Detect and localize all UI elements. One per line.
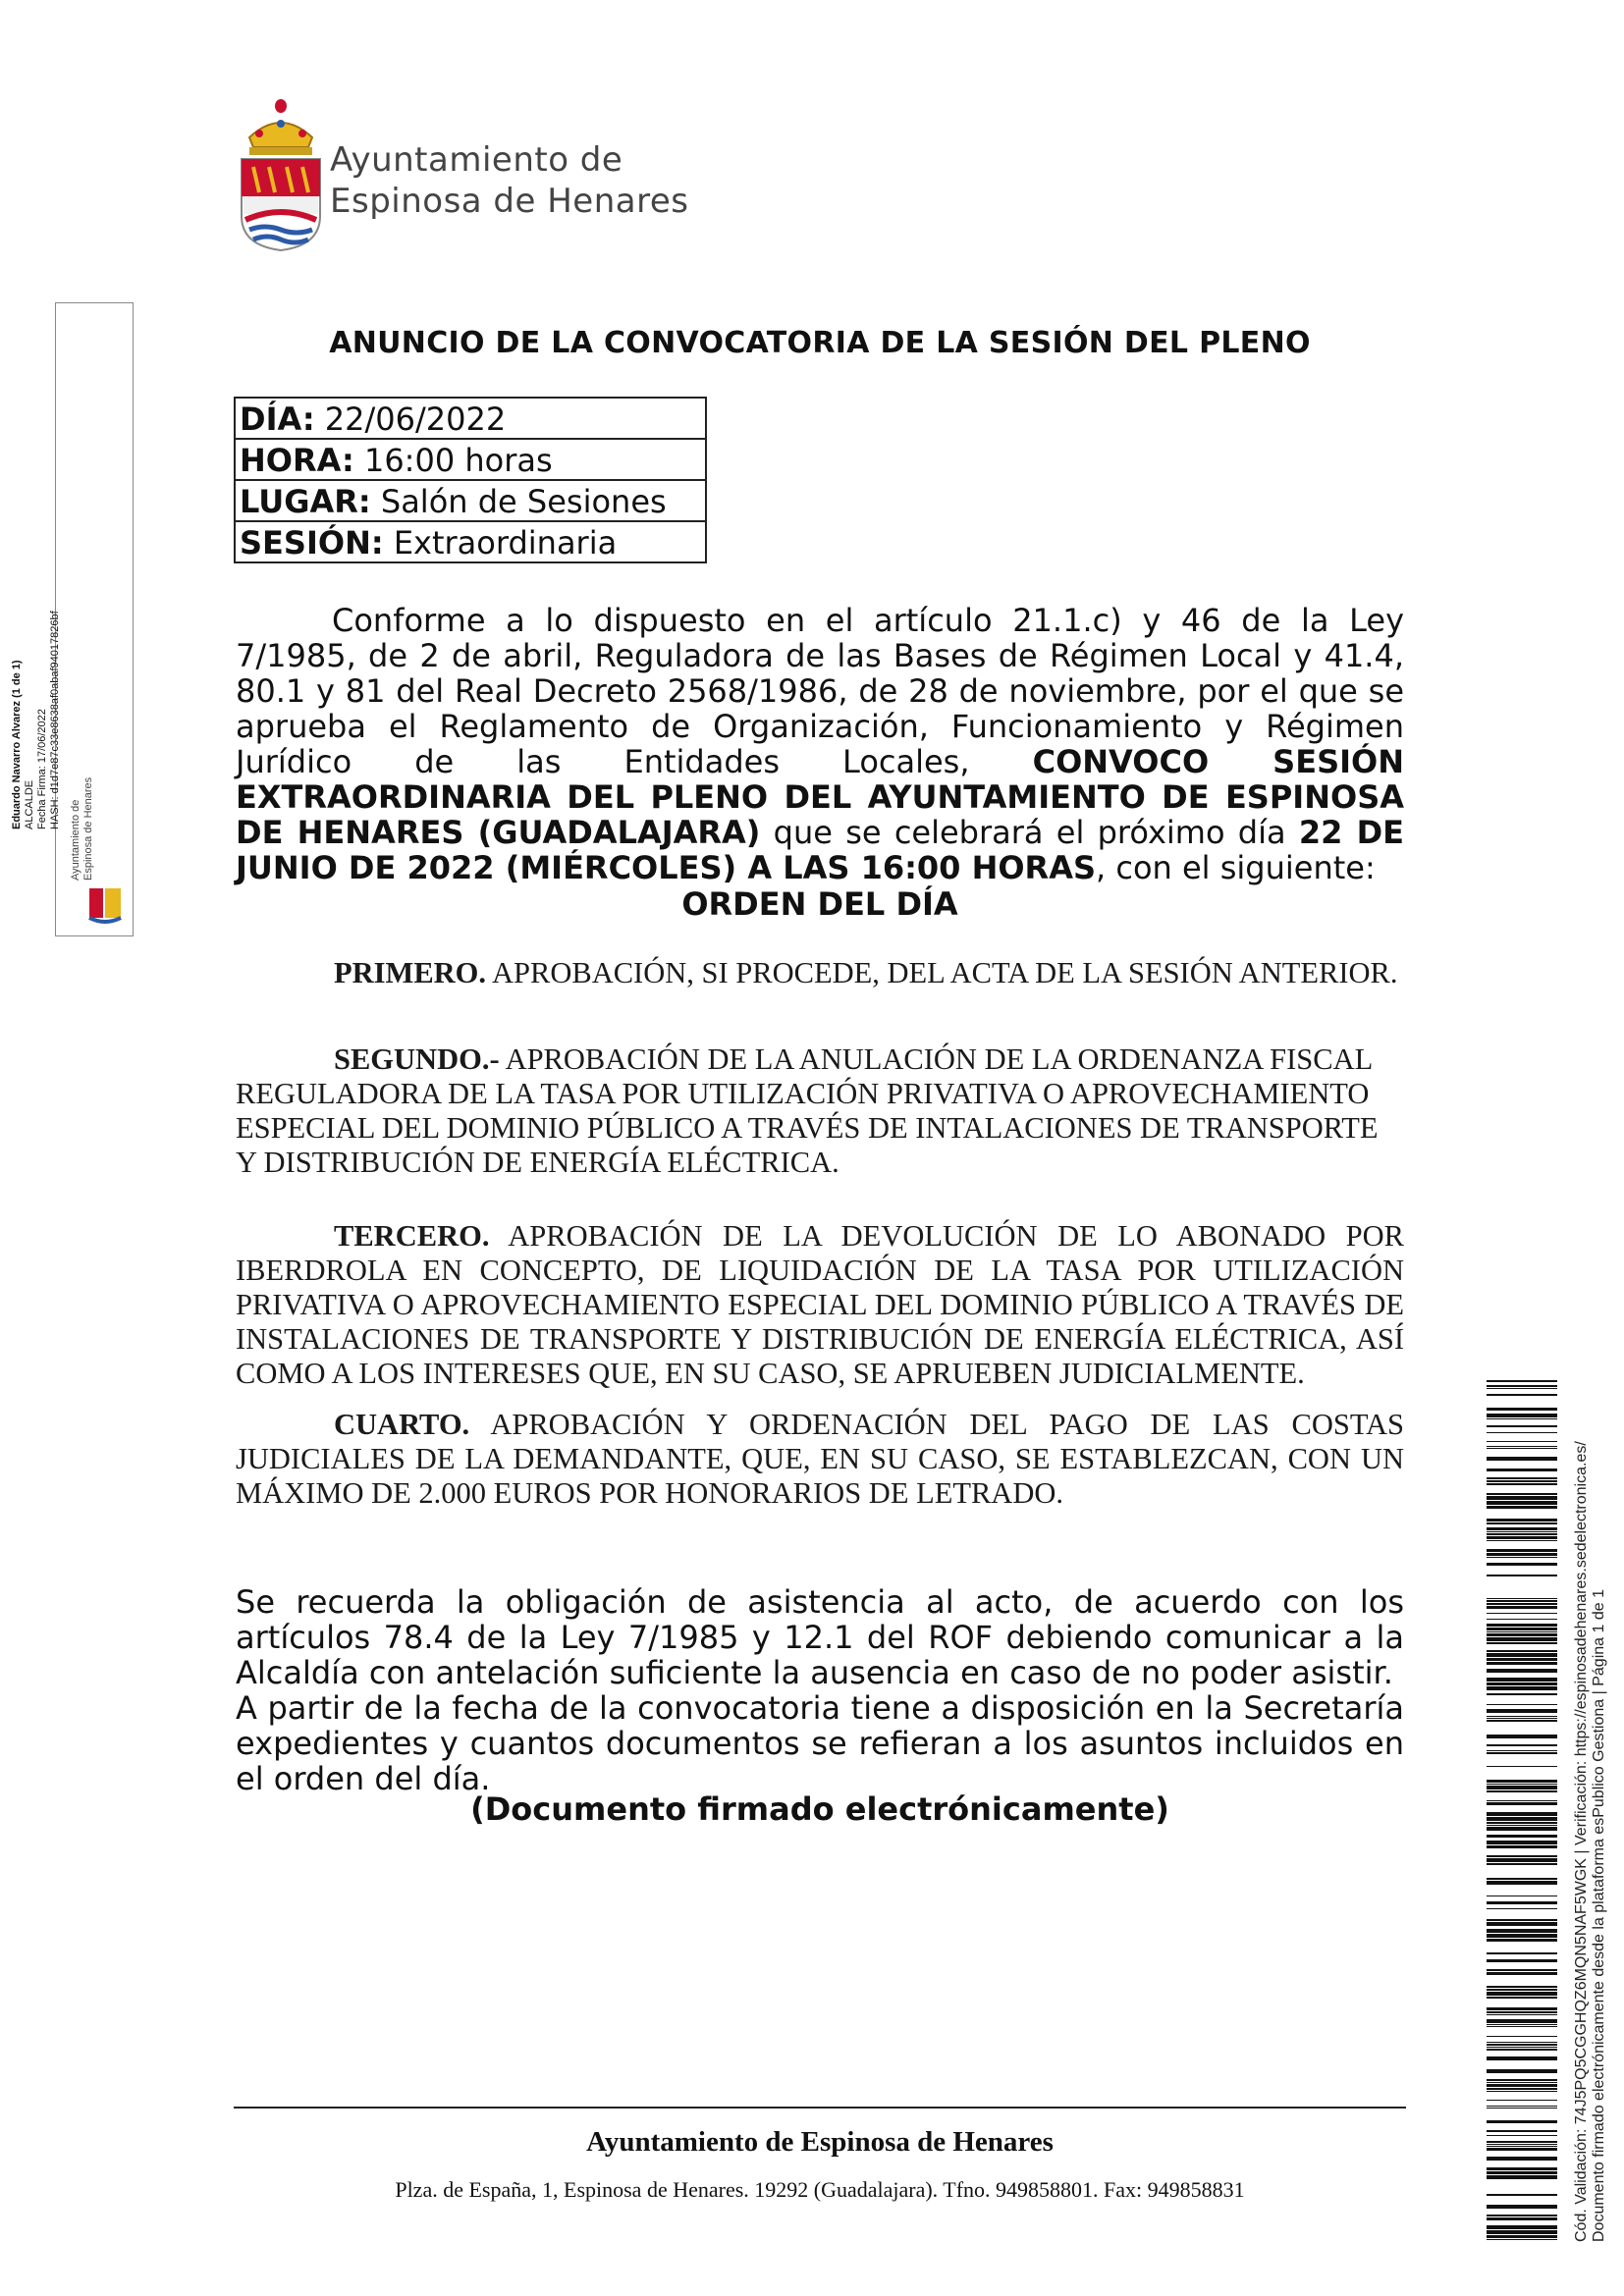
agenda-item (236, 956, 1404, 990)
lugar-label: LUGAR: (240, 482, 371, 520)
footer-address: Plza. de España, 1, Espinosa de Henares. 19292 (Guadalajara). Tfno. 949858801. Fax: 949858831 (395, 2177, 1245, 2202)
footer-divider (234, 2107, 1406, 2109)
hora-value: 16:00 horas (353, 441, 553, 479)
dia-value: 22/06/2022 (314, 400, 507, 438)
info-row-sesion (235, 521, 706, 562)
verification-line1: Cód. Validación: 74J5PQ5CGGHQZ6MQN5NAF5WGK | Verificación: https://espinosadehenares.sedelectronica.es/ (1573, 1441, 1590, 2242)
signature-date: Fecha Firma: 17/06/2022 (36, 709, 48, 829)
intro-text-1: Conforme a lo dispuesto en el artículo 21.1.c) y 46 de la Ley 7/1985, de 2 de abril, Reguladora de las Bases de Régimen Local y 41.4, 80.1 y 81 del Real Decreto 2568/1986, de 28 de noviembre, por el que se aprueba el Reglamento de Organización, Funcionamiento y Régimen Jurídico de las Entidades Locales, (236, 602, 1404, 780)
signer-name: Eduardo Navarro Alvarez (1 de 1) (11, 660, 23, 829)
intro-paragraph (236, 603, 1404, 885)
header-org-name (330, 139, 688, 222)
attendance-paragraph: Se recuerda la obligación de asistencia al acto, de acuerdo con los artículos 78.4 de la Ley 7/1985 y 12.1 del ROF debiendo comunicar a la Alcaldía con antelación suficiente la ausencia en caso de no poder asistir. (236, 1583, 1404, 1691)
agenda-item (236, 1042, 1404, 1180)
agenda-item-text: APROBACIÓN, SI PROCEDE, DEL ACTA DE LA SESIÓN ANTERIOR. (486, 956, 1398, 989)
intro-text-2: que se celebrará el próximo día (760, 814, 1299, 851)
header-logo (236, 98, 707, 255)
document-title: ANUNCIO DE LA CONVOCATORIA DE LA SESIÓN DEL PLENO (329, 326, 1311, 360)
stamp-brand-line1: Ayuntamiento de (70, 799, 81, 881)
agenda-item (236, 1219, 1404, 1391)
stamp-brand-line2: Espinosa de Henares (82, 776, 94, 881)
verification-line2: Documento firmado electrónicamente desde la plataforma esPublico Gestiona | Página 1 de 1 (1591, 1589, 1607, 2242)
signature-hash: HASH: d1d7e87c33e8638af0abaf9401782​6bf (49, 611, 61, 829)
agenda-title: ORDEN DEL DÍA (681, 885, 958, 923)
signature-stamp (11, 302, 134, 936)
agenda-item-label: CUARTO. (334, 1408, 470, 1441)
agenda-item (236, 1408, 1404, 1511)
info-row-lugar (235, 480, 706, 521)
verification-text (1573, 1441, 1608, 2242)
lugar-value: Salón de Sesiones (370, 482, 667, 520)
signer-role: ALCALDE (24, 779, 35, 829)
signed-notice: (Documento firmado electrónicamente) (470, 1790, 1169, 1828)
dia-label: DÍA: (240, 400, 315, 438)
intro-bold-1: CONVOCO SESIÓN EXTRAORDINARIA DEL PLENO DEL AYUNTAMIENTO DE ESPINOSA DE HENARES (GUADALAJARA) (236, 743, 1405, 851)
header-org-line2: Espinosa de Henares (330, 182, 689, 221)
sesion-value: Extraordinaria (383, 523, 618, 561)
agenda-item-text: APROBACIÓN DE LA DEVOLUCIÓN DE LO ABONADO POR IBERDROLA EN CONCEPTO, DE LIQUIDACIÓN DE LA TASA POR UTILIZACIÓN PRIVATIVA O APROVECHAMIENTO ESPECIAL DEL DOMINIO PÚBLICO A TRAVÉS DE INSTALACIONES DE TRANSPORTE Y DISTRIBUCIÓN DE ENERGÍA ELÉCTRICA, ASÍ COMO A LOS INTERESES QUE, EN SU CASO, SE APRUEBEN JUDICIALMENTE. (236, 1219, 1404, 1390)
agenda-item-text: APROBACIÓN DE LA ANULACIÓN DE LA ORDENANZA FISCAL REGULADORA DE LA TASA POR UTILIZACIÓN PRIVATIVA O APROVECHAMIENTO ESPECIAL DEL DOMINIO PÚBLICO A TRAVÉS DE INTALACIONES DE TRANSPORTE Y DISTRIBUCIÓN DE ENERGÍA ELÉCTRICA. (236, 1042, 1379, 1179)
agenda-item-label: TERCERO. (334, 1219, 490, 1253)
coat-of-arms-icon (236, 98, 326, 251)
sesion-label: SESIÓN: (240, 523, 384, 561)
intro-bold-2: 22 DE JUNIO DE 2022 (MIÉRCOLES) A LAS 16:00 HORAS (236, 814, 1405, 886)
agenda-item-label: SEGUNDO.- (334, 1042, 500, 1076)
hora-label: HORA: (240, 441, 354, 479)
header-org-line1: Ayuntamiento de (330, 140, 623, 180)
signature-details (11, 319, 62, 829)
footer-org-name: Ayuntamiento de Espinosa de Henares (586, 2126, 1054, 2158)
info-row-dia (235, 398, 706, 439)
info-row-hora (235, 439, 706, 480)
stamp-brand (70, 777, 95, 881)
mini-coat-of-arms-icon (85, 882, 129, 926)
agenda-item-text: APROBACIÓN Y ORDENACIÓN DEL PAGO DE LAS COSTAS JUDICIALES DE LA DEMANDANTE, QUE, EN SU CASO, SE ESTABLEZCAN, CON UN MÁXIMO DE 2.000 EUROS POR HONORARIOS DE LETRADO. (236, 1408, 1404, 1510)
session-info-table (234, 397, 707, 563)
barcode-icon (1487, 1380, 1557, 2244)
documents-paragraph: A partir de la fecha de la convocatoria tiene a disposición en la Secretaría expedientes y cuantos documentos se refieran a los asuntos incluidos en el orden del día. (236, 1689, 1404, 1797)
intro-text-3: , con el siguiente: (1096, 849, 1376, 886)
agenda-item-label: PRIMERO. (334, 956, 487, 989)
